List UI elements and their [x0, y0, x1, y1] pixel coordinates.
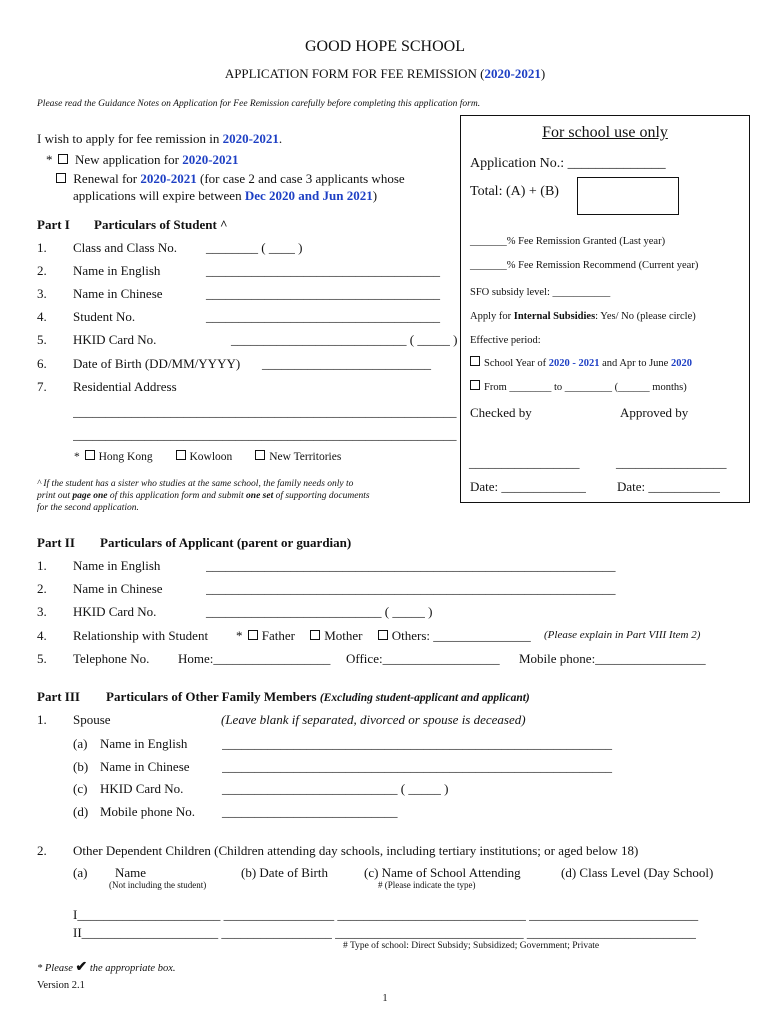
- region-kowloon[interactable]: [174, 451, 233, 463]
- sister-note-2: [37, 491, 370, 501]
- spouse-name-en-field[interactable]: ____________________________________________________________: [222, 736, 612, 751]
- checked-by-label: Checked by: [470, 405, 532, 420]
- intro-wish: [37, 131, 282, 147]
- item-number: 1.: [37, 712, 47, 727]
- item-number: 5.: [37, 332, 47, 347]
- father-label: Father: [261, 628, 295, 643]
- col-a-note: (Not including the student): [109, 880, 207, 890]
- explain-note: (Please explain in Part VIII Item 2): [544, 629, 701, 641]
- from-to-text: From ________ to _________ (______ months): [484, 382, 687, 393]
- address-line-2[interactable]: ___________________________________________________________: [73, 427, 457, 442]
- col-d-header: (d) Class Level (Day School): [561, 865, 714, 880]
- school-name: GOOD HOPE SCHOOL: [304, 38, 465, 55]
- new-application-label: New application for: [75, 152, 183, 167]
- note-bold: page one: [72, 491, 108, 501]
- school-year-value: 2020 - 2021: [548, 358, 600, 369]
- star-mark: *: [74, 451, 80, 463]
- sister-note-1: ^ If the student has a sister who studies at the same school, the family needs only to: [37, 479, 354, 489]
- school-year-checkbox[interactable]: [470, 356, 480, 366]
- home-phone-field[interactable]: Home:__________________: [178, 651, 331, 666]
- note-text: of supporting documents: [273, 491, 370, 501]
- new-application-year: 2020-2021: [182, 152, 239, 167]
- renewal-year: 2020-2021: [140, 171, 197, 186]
- tick-post: the appropriate box.: [89, 963, 176, 974]
- office-phone-field[interactable]: Office:__________________: [346, 651, 500, 666]
- new-application-checkbox[interactable]: [58, 154, 68, 164]
- spouse-hkid-label: HKID Card No.: [100, 781, 184, 796]
- star-mark: *: [46, 152, 53, 167]
- approved-by-label: Approved by: [620, 405, 689, 420]
- spouse-note: (Leave blank if separated, divorced or spouse is deceased): [221, 712, 526, 727]
- total-label: Total: (A) + (B): [470, 184, 559, 199]
- note-text: of this application form and submit: [107, 491, 247, 501]
- from-to-option[interactable]: [468, 380, 687, 393]
- star-mark: *: [236, 628, 243, 643]
- internal-post: : Yes/ No (please circle): [595, 311, 696, 322]
- school-year-pre: School Year of: [484, 358, 549, 369]
- approved-by-signature[interactable]: _________________: [616, 455, 727, 470]
- address-line-1[interactable]: ___________________________________________________________: [73, 404, 457, 419]
- relationship-father[interactable]: [246, 628, 295, 643]
- student-name-zh-label: Name in Chinese: [73, 286, 163, 301]
- relationship-options: [236, 628, 531, 644]
- item-number: 1.: [37, 558, 47, 573]
- part2-label: Part II: [37, 535, 75, 550]
- item-number: 1.: [37, 240, 47, 255]
- form-title: [0, 66, 770, 82]
- renewal-line2: [73, 188, 377, 204]
- col-a-header: Name: [115, 865, 147, 880]
- part3-label: Part III: [37, 689, 80, 704]
- col-c-header: (c) Name of School Attending: [364, 865, 521, 880]
- renewal-label: Renewal for: [73, 171, 141, 186]
- region-label: New Territories: [269, 451, 342, 463]
- item-number: 2.: [37, 843, 47, 858]
- part1-item-1: [37, 240, 47, 256]
- region-hk-checkbox[interactable]: [85, 450, 95, 460]
- item-number: 3.: [37, 286, 47, 301]
- remission-recommend-field[interactable]: _______% Fee Remission Recommend (Current year): [470, 260, 699, 271]
- guidance-note: Please read the Guidance Notes on Application for Fee Remission carefully before completing this application form.: [37, 99, 481, 109]
- applicant-hkid-field[interactable]: ___________________________ ( _____ ): [206, 604, 433, 619]
- school-year-end: 2020: [670, 358, 692, 369]
- student-name-zh-field[interactable]: ____________________________________: [206, 286, 440, 301]
- applicant-name-en-label: Name in English: [73, 558, 161, 573]
- checked-by-signature[interactable]: _________________: [469, 455, 580, 470]
- student-hkid-field[interactable]: ___________________________ ( _____ ): [231, 332, 458, 347]
- approved-date-field[interactable]: Date: ___________: [617, 479, 720, 494]
- page-number: 1: [382, 993, 388, 1004]
- spouse-name-zh-label: Name in Chinese: [100, 759, 190, 774]
- class-label: Class and Class No.: [73, 240, 177, 255]
- part2-title: Particulars of Applicant (parent or guardian): [100, 535, 352, 550]
- renewal-line2-text: applications will expire between: [73, 188, 245, 203]
- sister-note-3: for the second application.: [37, 503, 139, 513]
- item-number: 2.: [37, 263, 47, 278]
- part3-title-note: (Excluding student-applicant and applicant): [319, 692, 530, 704]
- note-text: print out: [37, 491, 73, 501]
- intro-wish-text: I wish to apply for fee remission in: [37, 131, 223, 146]
- part3-title-text: Particulars of Other Family Members: [106, 689, 320, 704]
- internal-bold: Internal Subsidies: [513, 311, 596, 322]
- intro-wish-end: .: [278, 131, 283, 146]
- renewal-close: ): [372, 188, 378, 203]
- school-year-mid: and Apr to June: [599, 358, 671, 369]
- part1-title: Particulars of Student ^: [94, 217, 228, 232]
- school-use-title: For school use only: [542, 124, 668, 141]
- school-type-note: # Type of school: Direct Subsidy; Subsidized; Government; Private: [343, 941, 600, 951]
- renewal-rest: (for case 2 and case 3 applicants whose: [196, 171, 405, 186]
- sub-number: (d): [73, 804, 89, 819]
- spouse-name-en-label: Name in English: [100, 736, 188, 751]
- item-number: 2.: [37, 581, 47, 596]
- remission-granted-field[interactable]: _______% Fee Remission Granted (Last year): [470, 236, 666, 247]
- sfo-subsidy-field[interactable]: SFO subsidy level: ___________: [470, 287, 611, 298]
- relationship-label: Relationship with Student: [73, 628, 209, 643]
- spouse-name-zh-field[interactable]: ____________________________________________________________: [222, 759, 612, 774]
- part3-title: [106, 689, 530, 705]
- renewal-expiry: Dec 2020 and Jun 2021: [244, 188, 373, 203]
- telephone-label: Telephone No.: [73, 651, 150, 666]
- children-label: Other Dependent Children (Children attending day schools, including tertiary institutions; or aged below 18): [73, 843, 639, 858]
- region-hong-kong[interactable]: [83, 451, 153, 463]
- tick-icon: ✔: [75, 960, 88, 975]
- tick-instruction: [37, 959, 176, 976]
- region-nt[interactable]: [253, 451, 341, 463]
- total-field[interactable]: [577, 177, 679, 215]
- spouse-mobile-field[interactable]: ___________________________: [222, 804, 398, 819]
- renewal-checkbox[interactable]: [56, 173, 66, 183]
- new-application-option[interactable]: [46, 152, 239, 168]
- applicant-name-zh-label: Name in Chinese: [73, 581, 163, 596]
- school-year-option[interactable]: [468, 356, 692, 369]
- region-nt-checkbox[interactable]: [255, 450, 265, 460]
- student-no-field[interactable]: ____________________________________: [206, 309, 440, 324]
- child-row-2[interactable]: II_____________________ _________________ _____________________________ __________________________: [73, 925, 696, 940]
- mother-checkbox[interactable]: [310, 630, 320, 640]
- effective-period-label: Effective period:: [470, 335, 541, 346]
- tick-pre: * Please: [37, 963, 73, 974]
- applicant-name-zh-field[interactable]: _______________________________________________________________: [206, 581, 616, 596]
- region-label: Hong Kong: [98, 451, 153, 463]
- region-options: [74, 450, 341, 463]
- application-no-field[interactable]: Application No.: ______________: [470, 156, 666, 171]
- region-kln-checkbox[interactable]: [176, 450, 186, 460]
- spouse-label: Spouse: [73, 712, 111, 727]
- item-number: 4.: [37, 309, 47, 324]
- col-c-note: # (Please indicate the type): [378, 880, 476, 890]
- form-title-text: APPLICATION FORM FOR FEE REMISSION (: [224, 66, 485, 81]
- item-number: 7.: [37, 379, 47, 394]
- internal-pre: Apply for: [470, 311, 514, 322]
- spouse-hkid-field[interactable]: ___________________________ ( _____ ): [222, 781, 449, 796]
- relationship-mother[interactable]: [308, 628, 362, 643]
- renewal-option[interactable]: [54, 171, 405, 187]
- student-name-en-label: Name in English: [73, 263, 161, 278]
- col-b-header: (b) Date of Birth: [241, 865, 329, 880]
- others-label: Others: _______________: [391, 628, 531, 643]
- item-number: 6.: [37, 356, 47, 371]
- col-a-number: (a): [73, 865, 88, 880]
- student-name-en-field[interactable]: ____________________________________: [206, 263, 440, 278]
- mobile-phone-field[interactable]: Mobile phone:_________________: [519, 651, 706, 666]
- child-row-1[interactable]: I______________________ _________________ _____________________________ __________________________: [73, 907, 699, 922]
- checked-date-field[interactable]: Date: _____________: [470, 479, 586, 494]
- spouse-mobile-label: Mobile phone No.: [100, 804, 195, 819]
- school-use-box: [460, 115, 750, 503]
- note-bold: one set: [246, 491, 274, 501]
- version-label: Version 2.1: [37, 980, 85, 991]
- mother-label: Mother: [324, 628, 363, 643]
- sub-number: (a): [73, 736, 88, 751]
- item-number: 3.: [37, 604, 47, 619]
- father-checkbox[interactable]: [248, 630, 258, 640]
- student-no-label: Student No.: [73, 309, 136, 324]
- others-checkbox[interactable]: [378, 630, 388, 640]
- relationship-others[interactable]: [376, 628, 531, 643]
- region-label: Kowloon: [189, 451, 233, 463]
- address-label: Residential Address: [73, 379, 177, 394]
- item-number: 5.: [37, 651, 47, 666]
- dob-label: Date of Birth (DD/MM/YYYY): [73, 356, 241, 371]
- part1-label: Part I: [37, 217, 70, 232]
- form-title-close: ): [540, 66, 546, 81]
- sub-number: (c): [73, 781, 88, 796]
- dob-field[interactable]: __________________________: [262, 356, 431, 371]
- internal-subsidies-field[interactable]: [470, 311, 696, 322]
- applicant-name-en-field[interactable]: _______________________________________________________________: [206, 558, 616, 573]
- item-number: 4.: [37, 628, 47, 643]
- class-field[interactable]: ________ ( ____ ): [206, 240, 303, 255]
- student-hkid-label: HKID Card No.: [73, 332, 157, 347]
- applicant-hkid-label: HKID Card No.: [73, 604, 157, 619]
- from-to-checkbox[interactable]: [470, 380, 480, 390]
- form-title-year: 2020-2021: [484, 66, 541, 81]
- intro-wish-year: 2020-2021: [222, 131, 279, 146]
- sub-number: (b): [73, 759, 89, 774]
